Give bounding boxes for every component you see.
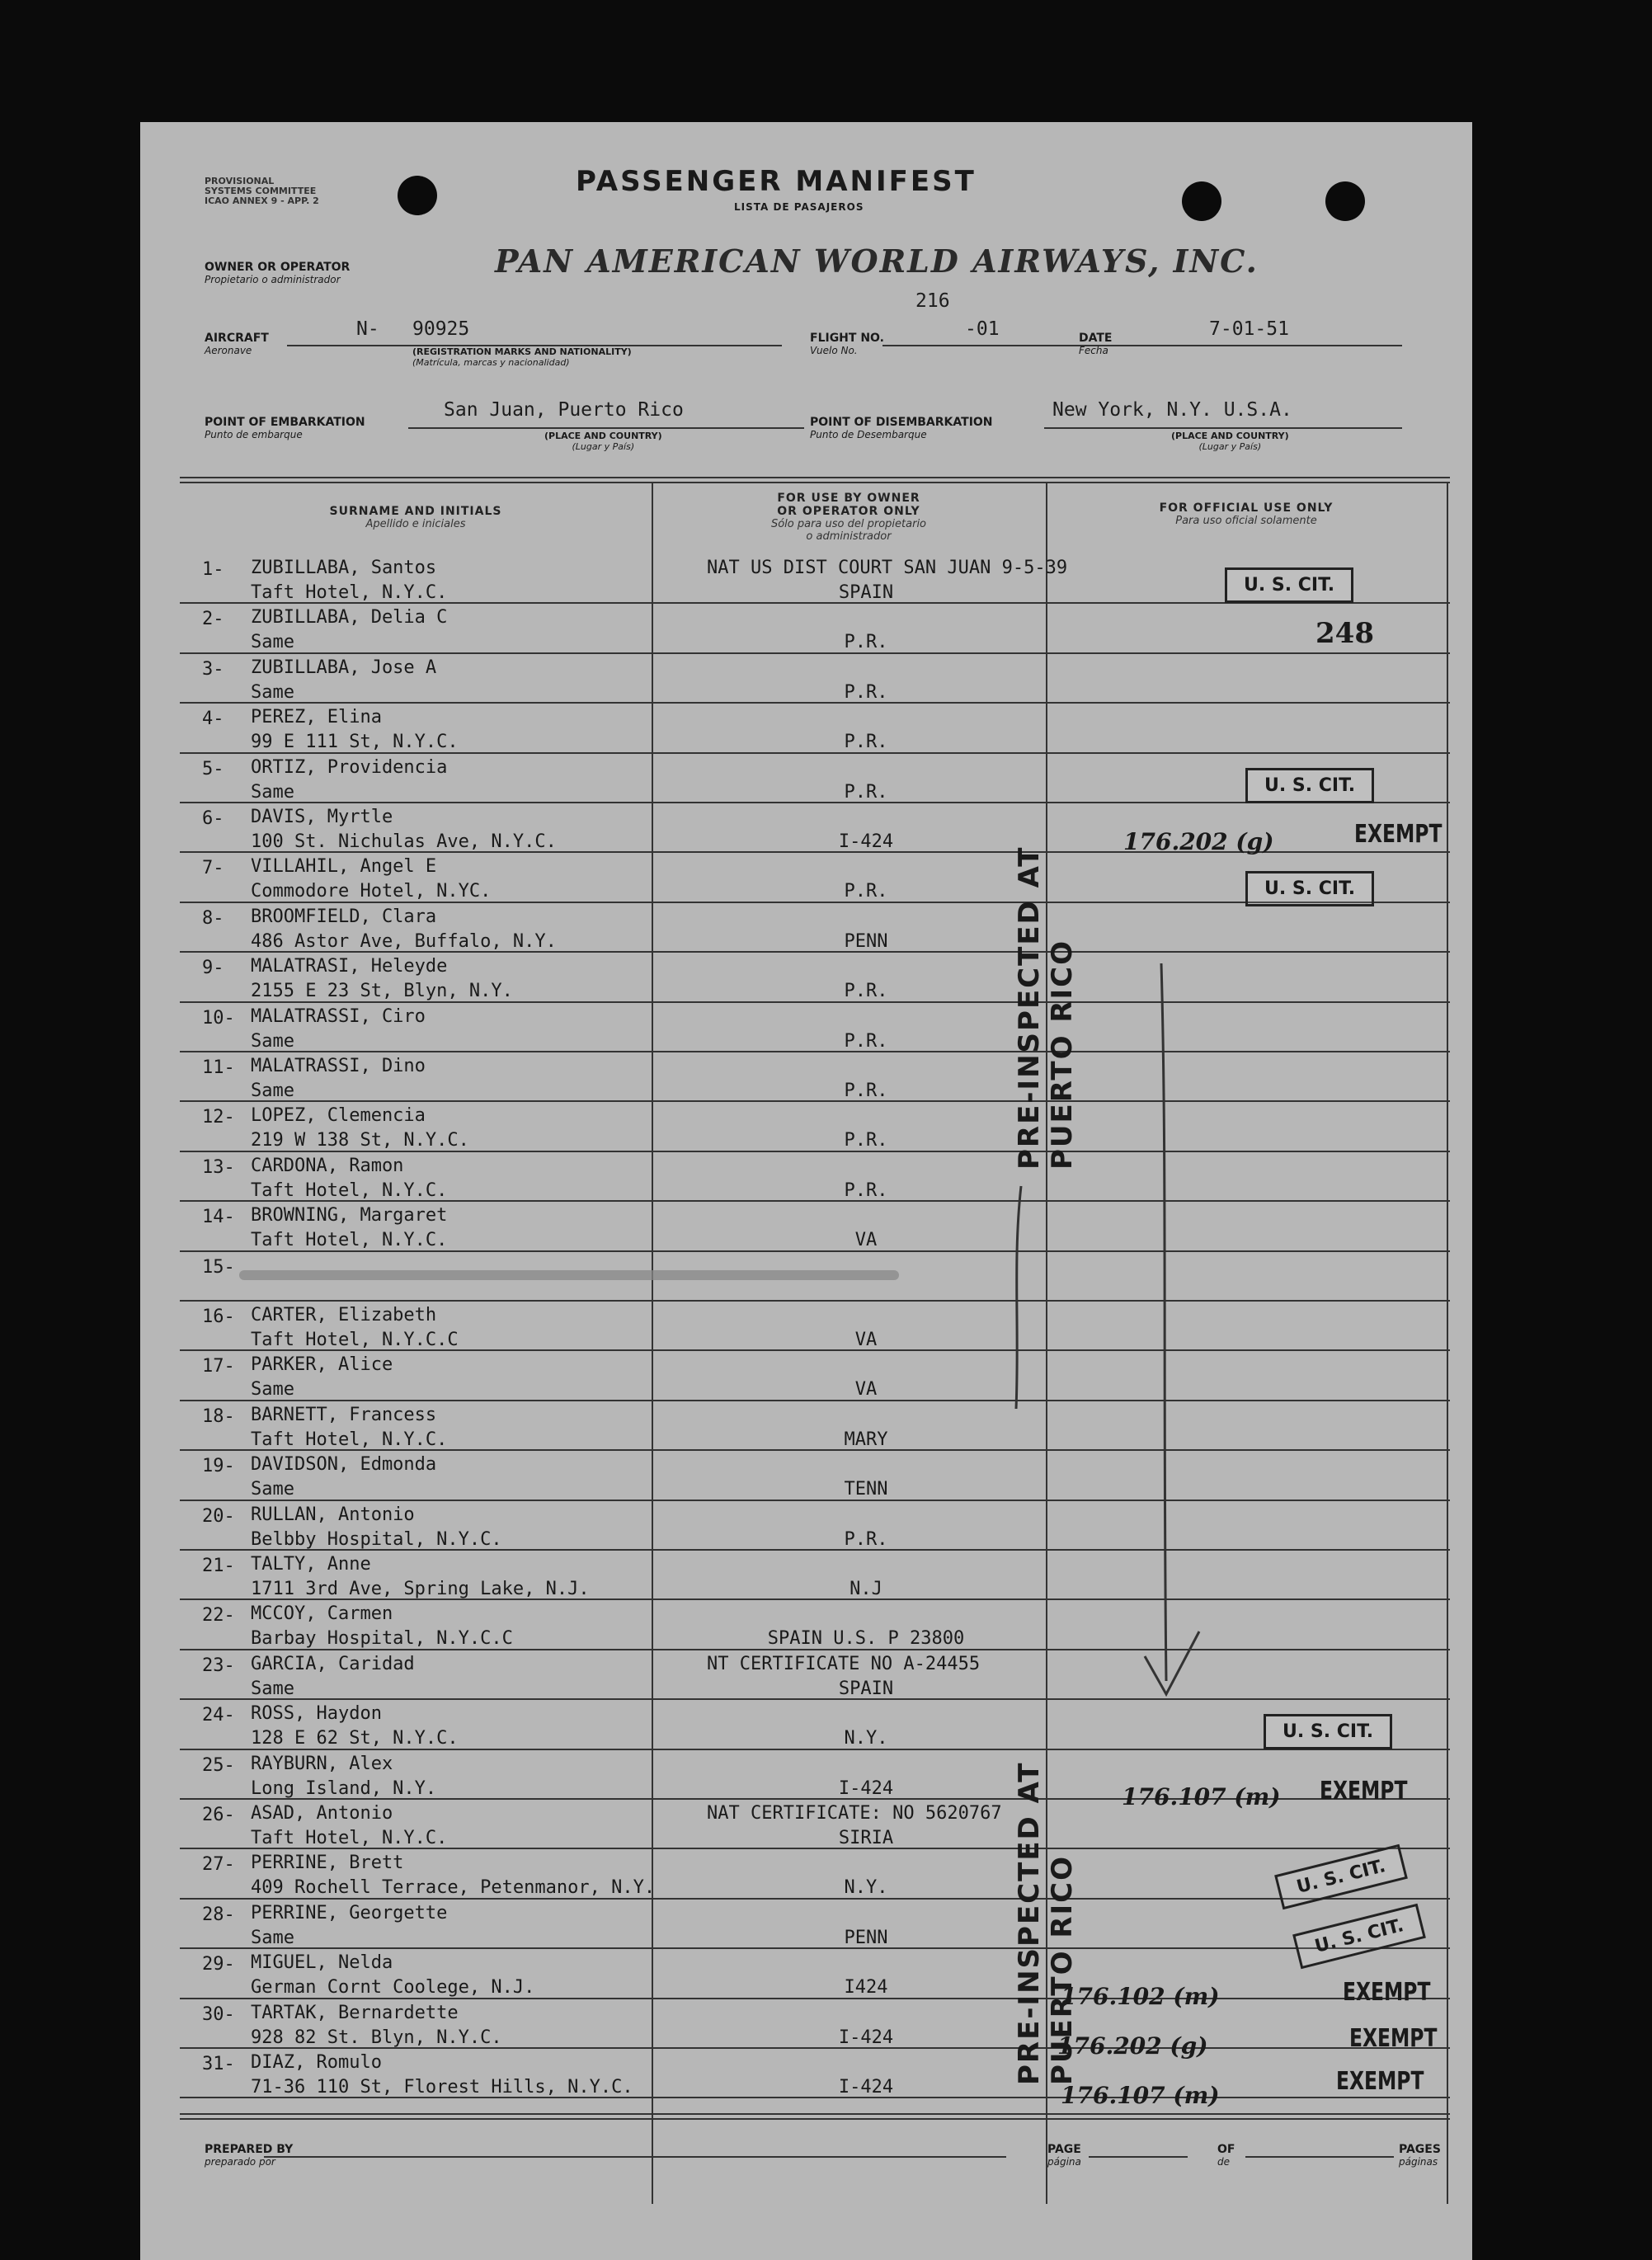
table-row xyxy=(181,903,1452,953)
operator-citizenship: SPAIN U.S. P 23800 xyxy=(767,1628,965,1650)
column-header-operator: FOR USE BY OWNER OR OPERATOR ONLY Sólo para uso del propietario o administrador xyxy=(770,492,927,543)
row-number: 12- xyxy=(202,1107,235,1128)
punch-hole xyxy=(1325,181,1365,221)
table-row xyxy=(181,1900,1452,1949)
passenger-name: BARNETT, Francess xyxy=(251,1404,437,1425)
passenger-name: MIGUEL, Nelda xyxy=(251,1952,393,1974)
passenger-address: Same xyxy=(251,1678,294,1699)
flight-date: 7-01-51 xyxy=(1209,318,1289,340)
operator-citizenship: TENN xyxy=(844,1479,888,1500)
row-number: 15- xyxy=(202,1256,235,1278)
operator-citizenship: N.J xyxy=(850,1579,882,1599)
operator-citizenship: P.R. xyxy=(844,732,888,753)
row-number: 1- xyxy=(202,559,224,580)
row-number: 2- xyxy=(202,609,224,630)
row-number: 11- xyxy=(202,1057,235,1078)
passenger-address: Taft Hotel, N.Y.C. xyxy=(251,1429,448,1450)
disembarkation-point: New York, N.Y. U.S.A. xyxy=(1052,399,1292,421)
passenger-name: ZUBILLABA, Delia C xyxy=(251,607,448,629)
us-citizen-stamp: U. S. CIT. xyxy=(1245,871,1374,906)
operator-citizenship: SIRIA xyxy=(838,1828,894,1848)
passenger-address: Belbby Hospital, N.Y.C. xyxy=(251,1528,502,1550)
operator-citizenship: P.R. xyxy=(844,1179,888,1201)
table-row xyxy=(181,654,1452,704)
row-number: 30- xyxy=(202,2003,235,2025)
passenger-address: Same xyxy=(251,781,294,803)
operator-citizenship: P.R. xyxy=(844,781,888,803)
row-number: 28- xyxy=(202,1904,235,1925)
embarkation-label: POINT OF EMBARKATION Punto de embarque xyxy=(205,416,365,440)
operator-citizenship: MARY xyxy=(844,1429,888,1450)
operator-citizenship: P.R. xyxy=(844,1030,888,1052)
passenger-name: RAYBURN, Alex xyxy=(251,1753,393,1774)
passenger-name: MALATRASI, Heleyde xyxy=(251,956,448,977)
pre-inspected-stamp: PRE-INSPECTED AT PUERTO RICO xyxy=(1013,1761,1079,2085)
operator-citizenship: I-424 xyxy=(838,2077,894,2098)
exempt-stamp: EXEMPT xyxy=(1343,1978,1431,2007)
of-label: OF de xyxy=(1217,2143,1235,2168)
owner-label: OWNER OR OPERATOR Propietario o administrador xyxy=(205,261,351,285)
date-label: DATE Fecha xyxy=(1079,332,1113,356)
aircraft-registration: 90925 xyxy=(412,318,470,340)
passenger-name: GARCIA, Caridad xyxy=(251,1653,415,1674)
row-number: 17- xyxy=(202,1356,235,1377)
passenger-name: ORTIZ, Providencia xyxy=(251,756,448,778)
operator-citizenship: VA xyxy=(854,1230,878,1251)
table-row xyxy=(181,1949,1452,1999)
us-citizen-stamp: U. S. CIT. xyxy=(1264,1714,1392,1749)
struck-out-entry xyxy=(239,1270,899,1280)
us-citizen-stamp: U. S. CIT. xyxy=(1245,768,1374,803)
passenger-address: 71-36 110 St, Florest Hills, N.Y.C. xyxy=(251,2077,633,2098)
passenger-address: German Cornt Coolege, N.J. xyxy=(251,1977,535,1999)
passenger-address: 928 82 St. Blyn, N.Y.C. xyxy=(251,2027,502,2048)
operator-note: NAT CERTIFICATE: NO 5620767 xyxy=(707,1803,1002,1824)
operator-note: NT CERTIFICATE NO A-24455 xyxy=(707,1653,981,1674)
flight-label: FLIGHT NO. Vuelo No. xyxy=(810,332,884,356)
row-number: 18- xyxy=(202,1405,235,1427)
punch-hole xyxy=(1182,181,1221,221)
passenger-address: 1711 3rd Ave, Spring Lake, N.J. xyxy=(251,1579,590,1599)
operator-citizenship: SPAIN xyxy=(838,582,894,603)
table-row xyxy=(181,1849,1452,1899)
handwritten-note: 176.107 (m) xyxy=(1122,1783,1281,1810)
passenger-name: ZUBILLABA, Santos xyxy=(251,558,437,578)
row-number: 7- xyxy=(202,858,224,879)
row-number: 8- xyxy=(202,907,224,929)
exempt-stamp: EXEMPT xyxy=(1320,1777,1408,1806)
operator-note: NAT US DIST COURT SAN JUAN 9-5-39 xyxy=(707,558,1068,578)
row-number: 19- xyxy=(202,1456,235,1477)
passenger-name: DIAZ, Romulo xyxy=(251,2052,382,2073)
operator-citizenship: P.R. xyxy=(844,681,888,703)
table-row xyxy=(181,604,1452,653)
disembarkation-label: POINT OF DISEMBARKATION Punto de Desembarque xyxy=(810,416,993,440)
operator-citizenship: P.R. xyxy=(844,1130,888,1151)
table-top-rule xyxy=(180,477,1450,483)
passenger-name: CARTER, Elizabeth xyxy=(251,1305,437,1325)
passenger-address: Barbay Hospital, N.Y.C.C xyxy=(251,1628,513,1650)
row-number: 25- xyxy=(202,1754,235,1776)
passenger-address: Same xyxy=(251,1030,294,1052)
passenger-name: PEREZ, Elina xyxy=(251,707,382,728)
row-number: 9- xyxy=(202,958,224,979)
passenger-name: LOPEZ, Clemencia xyxy=(251,1105,426,1127)
row-number: 21- xyxy=(202,1556,235,1576)
row-number: 6- xyxy=(202,808,224,829)
passenger-address: Same xyxy=(251,1479,294,1500)
embark-place-note: (PLACE AND COUNTRY) (Lugar y País) xyxy=(544,431,662,452)
handwritten-note: 176.202 (g) xyxy=(1057,2032,1208,2060)
passenger-address: 100 St. Nichulas Ave, N.Y.C. xyxy=(251,831,557,852)
table-row xyxy=(181,2049,1452,2098)
row-number: 16- xyxy=(202,1307,235,1327)
airline-name: PAN AMERICAN WORLD AIRWAYS, INC. xyxy=(495,242,1259,280)
passenger-name: ASAD, Antonio xyxy=(251,1803,393,1824)
row-number: 3- xyxy=(202,658,224,680)
row-number: 14- xyxy=(202,1207,235,1228)
passenger-address: Same xyxy=(251,632,294,653)
passenger-name: TARTAK, Bernardette xyxy=(251,2002,459,2023)
embarkation-point: San Juan, Puerto Rico xyxy=(444,399,684,421)
passenger-name: VILLAHIL, Angel E xyxy=(251,856,437,878)
handwritten-count: 248 xyxy=(1315,617,1374,650)
passenger-name: CARDONA, Ramon xyxy=(251,1155,404,1176)
passenger-address: 486 Astor Ave, Buffalo, N.Y. xyxy=(251,930,557,952)
operator-citizenship: I-424 xyxy=(838,1777,894,1799)
row-number: 26- xyxy=(202,1805,235,1825)
passenger-address: Taft Hotel, N.Y.C.C xyxy=(251,1330,459,1350)
operator-citizenship: VA xyxy=(854,1330,878,1350)
operator-citizenship: PENN xyxy=(844,1927,888,1948)
passenger-name: BROWNING, Margaret xyxy=(251,1205,448,1227)
passenger-name: ZUBILLABA, Jose A xyxy=(251,657,437,678)
table-row xyxy=(181,1999,1452,2049)
pre-inspected-stamp: PRE-INSPECTED AT PUERTO RICO xyxy=(1013,845,1079,1170)
us-citizen-stamp: U. S. CIT. xyxy=(1225,567,1353,603)
row-number: 29- xyxy=(202,1954,235,1975)
operator-citizenship: SPAIN xyxy=(838,1678,894,1699)
page-title: PASSENGER MANIFEST xyxy=(576,165,977,198)
disembark-place-note: (PLACE AND COUNTRY) (Lugar y País) xyxy=(1171,431,1289,452)
passenger-address: 99 E 111 St, N.Y.C. xyxy=(251,732,459,753)
passenger-address: 219 W 138 St, N.Y.C. xyxy=(251,1130,469,1151)
passenger-address: Long Island, N.Y. xyxy=(251,1777,437,1799)
row-rule xyxy=(180,2097,1450,2098)
operator-citizenship: N.Y. xyxy=(844,1877,888,1899)
passenger-name: TALTY, Anne xyxy=(251,1554,371,1575)
column-header-surname: SURNAME AND INITIALS Apellido e iniciales xyxy=(329,505,502,530)
passenger-address: Same xyxy=(251,1927,294,1948)
us-citizen-stamp: U. S. CIT. xyxy=(1274,1844,1408,1909)
passenger-name: BROOMFIELD, Clara xyxy=(251,906,437,927)
passenger-address: Commodore Hotel, N.YC. xyxy=(251,881,492,902)
passenger-name: ROSS, Haydon xyxy=(251,1703,382,1725)
passenger-name: DAVIDSON, Edmonda xyxy=(251,1454,437,1476)
passenger-name: MALATRASSI, Dino xyxy=(251,1056,426,1076)
passenger-name: RULLAN, Antonio xyxy=(251,1504,415,1525)
flight-number-over: 216 xyxy=(915,290,950,312)
row-number: 24- xyxy=(202,1705,235,1726)
passenger-address: Taft Hotel, N.Y.C. xyxy=(251,1179,448,1201)
us-citizen-stamp: U. S. CIT. xyxy=(1292,1904,1426,1969)
passenger-name: PARKER, Alice xyxy=(251,1354,393,1376)
punch-hole xyxy=(398,176,437,215)
passenger-name: DAVIS, Myrtle xyxy=(251,807,393,827)
row-number: 27- xyxy=(202,1854,235,1876)
row-number: 5- xyxy=(202,758,224,779)
column-header-official: FOR OFFICIAL USE ONLY Para uso oficial solamente xyxy=(1159,501,1334,527)
passenger-address: Same xyxy=(251,681,294,703)
handwritten-note: 176.202 (g) xyxy=(1123,828,1274,855)
operator-citizenship: P.R. xyxy=(844,1528,888,1550)
exempt-stamp: EXEMPT xyxy=(1354,820,1443,849)
operator-citizenship: PENN xyxy=(844,930,888,952)
passenger-address: Taft Hotel, N.Y.C. xyxy=(251,1230,448,1251)
exempt-stamp: EXEMPT xyxy=(1336,2067,1424,2096)
page-label: PAGE página xyxy=(1047,2143,1081,2168)
passenger-address: 128 E 62 St, N.Y.C. xyxy=(251,1728,459,1749)
page-subtitle: LISTA DE PASAJEROS xyxy=(734,201,864,213)
flight-number: -01 xyxy=(965,318,1000,340)
operator-citizenship: P.R. xyxy=(844,881,888,902)
manifest-sheet xyxy=(140,122,1472,2260)
pages-label: PAGES páginas xyxy=(1399,2143,1441,2168)
row-number: 22- xyxy=(202,1605,235,1627)
aircraft-label: AIRCRAFT Aeronave xyxy=(205,332,269,356)
row-number: 20- xyxy=(202,1505,235,1527)
passenger-name: MCCOY, Carmen xyxy=(251,1603,393,1625)
registration-note: (REGISTRATION MARKS AND NATIONALITY) (Matrícula, marcas y nacionalidad) xyxy=(412,346,632,368)
operator-citizenship: I424 xyxy=(844,1977,888,1999)
handwritten-note: 176.102 (m) xyxy=(1061,1983,1220,2010)
operator-citizenship: P.R. xyxy=(844,1081,888,1101)
row-number: 31- xyxy=(202,2054,235,2074)
operator-citizenship: VA xyxy=(854,1379,878,1401)
operator-citizenship: I-424 xyxy=(838,2027,894,2048)
table-bottom-rule xyxy=(180,2113,1450,2120)
operator-citizenship: N.Y. xyxy=(844,1728,888,1749)
aircraft-prefix: N- xyxy=(356,318,379,340)
passenger-address: Taft Hotel, N.Y.C. xyxy=(251,1828,448,1848)
passenger-name: PERRINE, Brett xyxy=(251,1853,404,1874)
row-number: 13- xyxy=(202,1156,235,1178)
row-number: 23- xyxy=(202,1655,235,1676)
passenger-address: 409 Rochell Terrace, Petenmanor, N.Y. xyxy=(251,1877,656,1899)
prepared-by-label: PREPARED BY preparado por xyxy=(205,2143,294,2168)
operator-citizenship: I-424 xyxy=(838,831,894,852)
passenger-name: MALATRASSI, Ciro xyxy=(251,1005,426,1027)
operator-citizenship: P.R. xyxy=(844,981,888,1002)
exempt-stamp: EXEMPT xyxy=(1349,2024,1438,2053)
row-number: 4- xyxy=(202,709,224,730)
provisional-note: PROVISIONAL SYSTEMS COMMITTEE ICAO ANNEX 9 - APP. 2 xyxy=(205,176,319,206)
passenger-address: Taft Hotel, N.Y.C. xyxy=(251,582,448,603)
table-row xyxy=(181,704,1452,753)
passenger-address: 2155 E 23 St, Blyn, N.Y. xyxy=(251,981,513,1002)
operator-citizenship: P.R. xyxy=(844,632,888,653)
passenger-name: PERRINE, Georgette xyxy=(251,1902,448,1923)
passenger-address: Same xyxy=(251,1379,294,1401)
row-number: 10- xyxy=(202,1007,235,1029)
handwritten-note: 176.107 (m) xyxy=(1061,2082,1220,2109)
passenger-address: Same xyxy=(251,1081,294,1101)
